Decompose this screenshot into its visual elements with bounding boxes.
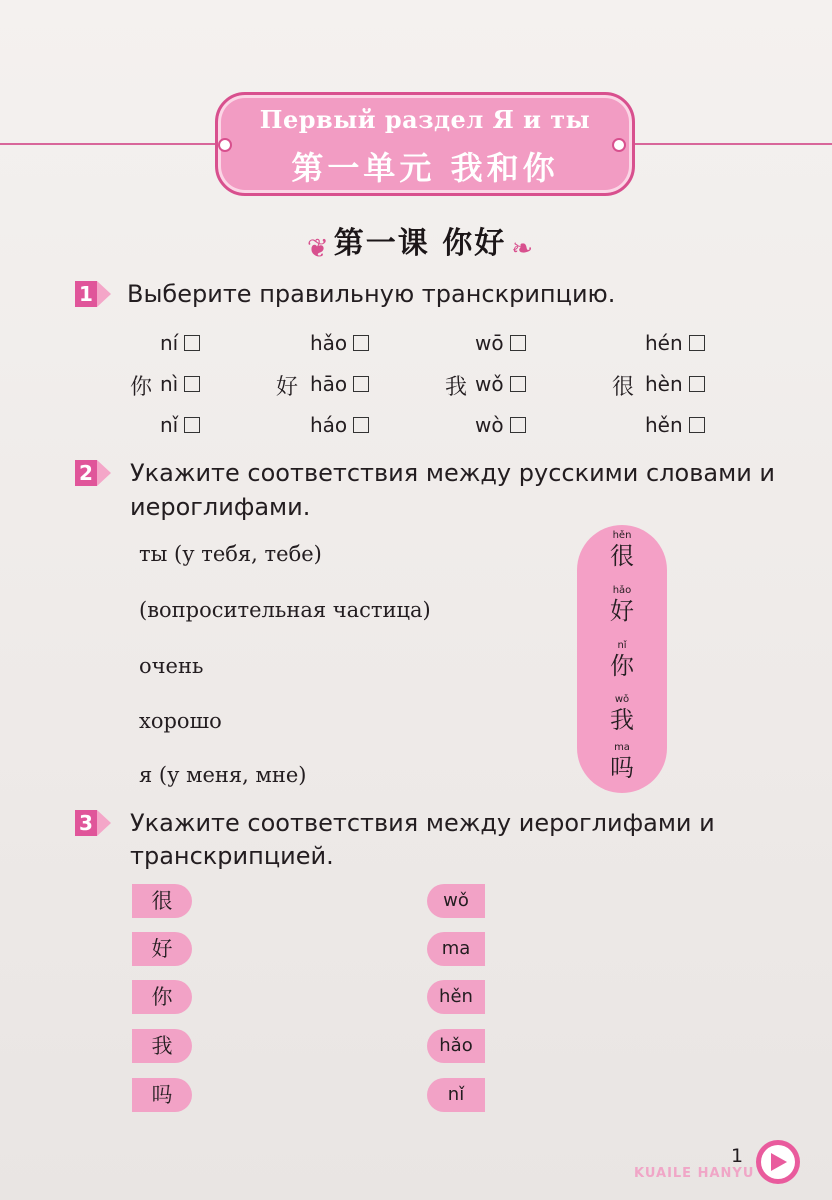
page-number: 1 bbox=[731, 1145, 744, 1167]
option-pinyin: hèn bbox=[645, 372, 683, 396]
oval-hanzi-item bbox=[577, 640, 667, 680]
lesson-title-text: 第一课 你好 bbox=[333, 226, 507, 261]
swirl-ornament-left-icon: ❦ bbox=[306, 233, 329, 264]
oval-hanzi-item bbox=[577, 694, 667, 734]
option-pinyin: hěn bbox=[645, 413, 683, 437]
oval-pinyin: hǎo bbox=[612, 585, 632, 596]
exercise-1-hanzi: 好 bbox=[276, 375, 299, 400]
exercise-1-option bbox=[645, 331, 705, 355]
option-pinyin: wò bbox=[475, 413, 504, 437]
checkbox[interactable] bbox=[689, 417, 705, 433]
lesson-title bbox=[255, 218, 585, 262]
checkbox[interactable] bbox=[689, 376, 705, 392]
exercise-1-option bbox=[475, 372, 526, 396]
exercise-3-arrow-icon bbox=[97, 810, 111, 836]
banner-right-dot bbox=[612, 138, 626, 152]
hanzi-pill[interactable]: 吗 bbox=[132, 1078, 192, 1112]
oval-hanzi: 吗 bbox=[610, 754, 634, 782]
pinyin-pill[interactable]: wǒ bbox=[427, 884, 485, 918]
option-pinyin: háo bbox=[310, 413, 348, 437]
exercise-1-option bbox=[160, 372, 200, 396]
exercise-3-instruction-line2: транскрипцией. bbox=[130, 842, 334, 870]
oval-hanzi: 很 bbox=[610, 542, 634, 570]
checkbox[interactable] bbox=[353, 417, 369, 433]
exercise-1-instruction: Выберите правильную транскрипцию. bbox=[127, 280, 616, 308]
unit-banner bbox=[215, 92, 635, 196]
banner-left-dot bbox=[218, 138, 232, 152]
pinyin-pill[interactable]: ma bbox=[427, 932, 485, 966]
oval-pinyin: ma bbox=[614, 742, 630, 753]
exercise-2-instruction-line1: Укажите соответствия между русскими словами и bbox=[130, 459, 776, 487]
exercise-1-option bbox=[645, 413, 705, 437]
exercise-1-option bbox=[310, 331, 369, 355]
oval-pinyin: wǒ bbox=[614, 694, 630, 705]
oval-pinyin: nǐ bbox=[617, 640, 627, 651]
hanzi-pill[interactable]: 你 bbox=[132, 980, 192, 1014]
hanzi-pill[interactable]: 很 bbox=[132, 884, 192, 918]
exercise-1-option bbox=[160, 413, 200, 437]
exercise-1-arrow-icon bbox=[97, 281, 111, 307]
exercise-1-option bbox=[310, 372, 369, 396]
oval-hanzi-item bbox=[577, 530, 667, 570]
oval-hanzi: 你 bbox=[610, 652, 634, 680]
checkbox[interactable] bbox=[184, 376, 200, 392]
next-page-arrow-icon bbox=[756, 1140, 800, 1184]
pinyin-pill[interactable]: hěn bbox=[427, 980, 485, 1014]
exercise-1-option bbox=[475, 331, 526, 355]
option-pinyin: hǎo bbox=[310, 331, 348, 355]
hanzi-pill[interactable]: 我 bbox=[132, 1029, 192, 1063]
unit-title-zh: 第一单元 我和你 bbox=[291, 149, 559, 187]
show-through-text bbox=[130, 98, 137, 123]
exercise-3-number: 3 bbox=[75, 810, 97, 836]
oval-hanzi-item bbox=[577, 585, 667, 625]
russian-word: очень bbox=[139, 654, 204, 678]
swirl-ornament-right-icon: ❧ bbox=[511, 233, 534, 264]
oval-hanzi: 我 bbox=[610, 706, 634, 734]
russian-word: (вопросительная частица) bbox=[139, 598, 431, 622]
checkbox[interactable] bbox=[510, 417, 526, 433]
exercise-1-hanzi: 你 bbox=[130, 375, 153, 400]
exercise-1-number: 1 bbox=[75, 281, 97, 307]
option-pinyin: ní bbox=[160, 331, 179, 355]
exercise-3-instruction-line1: Укажите соответствия между иероглифами и bbox=[130, 809, 715, 837]
checkbox[interactable] bbox=[184, 417, 200, 433]
oval-hanzi-item bbox=[577, 742, 667, 782]
checkbox[interactable] bbox=[510, 376, 526, 392]
russian-word: хорошо bbox=[139, 709, 222, 733]
unit-title-ru: Первый раздел Я и ты bbox=[259, 105, 591, 134]
exercise-1-option bbox=[475, 413, 526, 437]
exercise-1-option bbox=[645, 372, 705, 396]
checkbox[interactable] bbox=[510, 335, 526, 351]
checkbox[interactable] bbox=[353, 335, 369, 351]
exercise-1-option bbox=[160, 331, 200, 355]
checkbox[interactable] bbox=[689, 335, 705, 351]
pinyin-pill[interactable]: hǎo bbox=[427, 1029, 485, 1063]
checkbox[interactable] bbox=[353, 376, 369, 392]
option-pinyin: wō bbox=[475, 331, 504, 355]
checkbox[interactable] bbox=[184, 335, 200, 351]
option-pinyin: hāo bbox=[310, 372, 348, 396]
exercise-1-option bbox=[310, 413, 369, 437]
exercise-2-arrow-icon bbox=[97, 460, 111, 486]
pinyin-pill[interactable]: nǐ bbox=[427, 1078, 485, 1112]
oval-pinyin: hěn bbox=[612, 530, 632, 541]
russian-word: я (у меня, мне) bbox=[139, 763, 307, 787]
option-pinyin: nì bbox=[160, 372, 179, 396]
russian-word: ты (у тебя, тебе) bbox=[139, 542, 322, 566]
option-pinyin: wǒ bbox=[475, 372, 504, 396]
exercise-1-hanzi: 很 bbox=[612, 375, 635, 400]
hanzi-pill[interactable]: 好 bbox=[132, 932, 192, 966]
oval-hanzi: 好 bbox=[610, 597, 634, 625]
footer-brand: KUAILE HANYU bbox=[634, 1166, 755, 1181]
exercise-2-instruction-line2: иероглифами. bbox=[130, 493, 311, 521]
option-pinyin: nǐ bbox=[160, 413, 179, 437]
exercise-2-number: 2 bbox=[75, 460, 97, 486]
exercise-1-hanzi: 我 bbox=[445, 375, 468, 400]
option-pinyin: hén bbox=[645, 331, 683, 355]
